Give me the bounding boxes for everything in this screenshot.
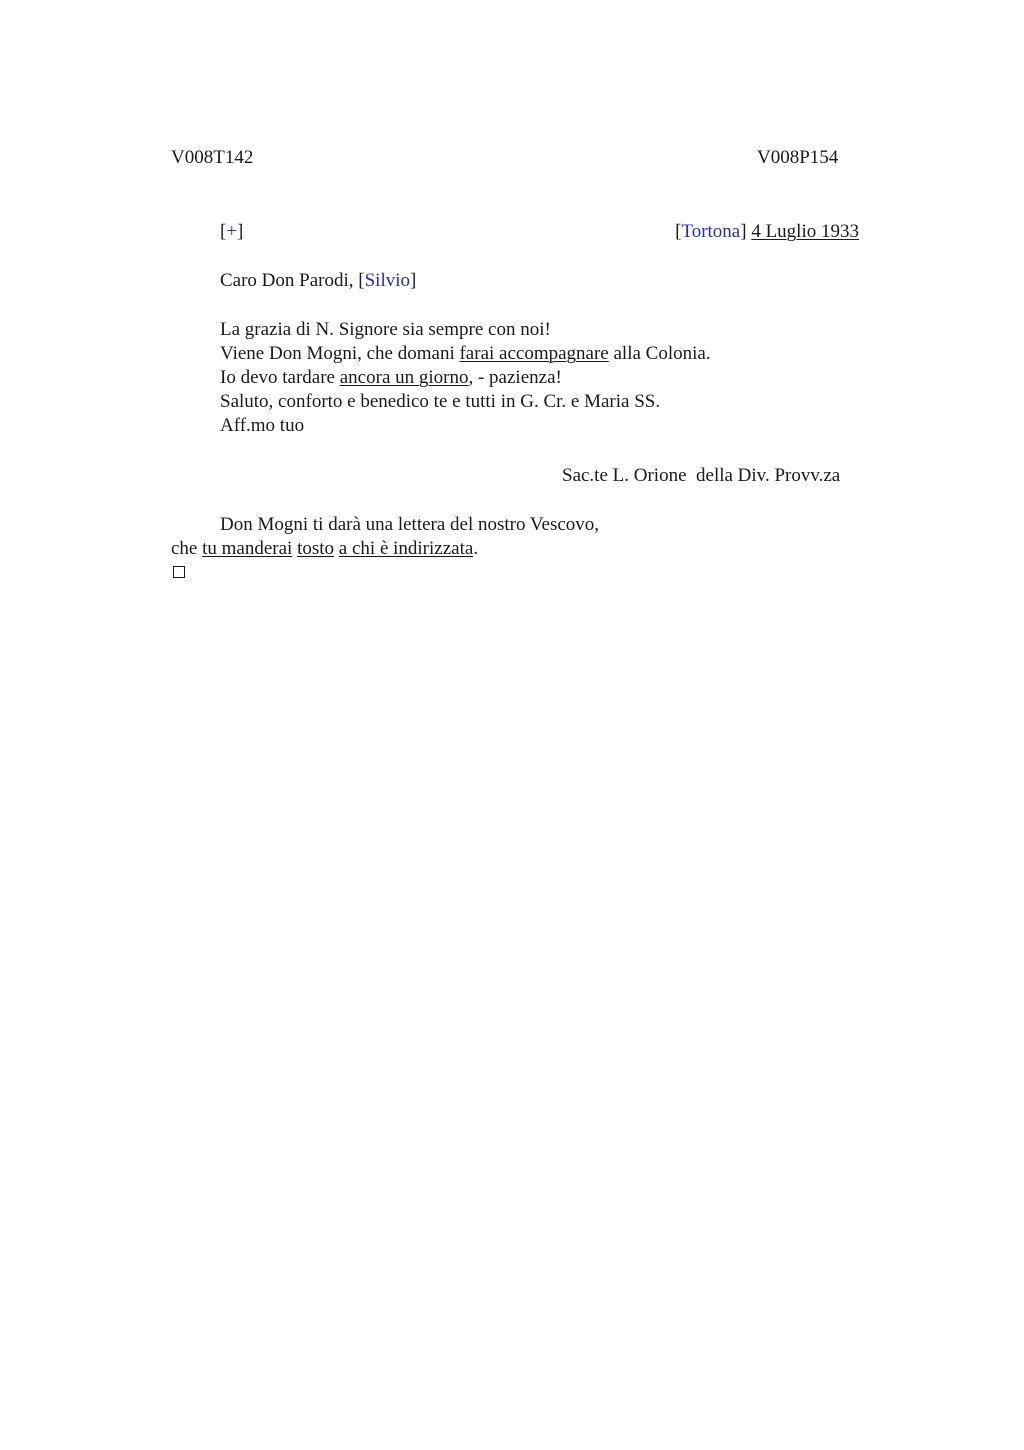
letter-body xyxy=(220,318,711,438)
body-text: , - pazienza! xyxy=(468,367,562,388)
underlined-text: a chi è indirizzata xyxy=(338,538,474,559)
body-line xyxy=(220,366,711,390)
page-header-right-code: V008P154 xyxy=(757,147,839,168)
body-line: La grazia di N. Signore sia sempre con noi! xyxy=(220,319,551,340)
body-line: Aff.mo tuo xyxy=(220,415,305,436)
salutation-name: Silvio xyxy=(364,270,410,291)
cross-marker xyxy=(220,220,243,244)
bracket-close: ] xyxy=(740,221,747,242)
salutation-text: Caro Don Parodi, [ xyxy=(220,270,365,291)
end-marker-checkbox xyxy=(173,566,185,578)
body-text: . xyxy=(473,538,479,559)
letter-date: 4 Luglio 1933 xyxy=(751,221,859,242)
letter-place: Tortona xyxy=(681,221,741,242)
postscript-line-2 xyxy=(171,537,478,561)
page-header-left-code: V008T142 xyxy=(171,147,254,168)
body-text: Viene Don Mogni, che domani xyxy=(220,343,460,364)
underlined-text: farai accompagnare xyxy=(459,343,609,364)
underlined-text: ancora un giorno xyxy=(339,367,469,388)
bracket-open: [ xyxy=(220,221,227,242)
body-text: Io devo tardare xyxy=(220,367,340,388)
body-line xyxy=(220,342,711,366)
body-text: che xyxy=(171,538,203,559)
postscript-line-1: Don Mogni ti darà una lettera del nostro Vescovo, xyxy=(220,514,600,535)
body-line: Saluto, conforto e benedico te e tutti in G. Cr. e Maria SS. xyxy=(220,391,661,412)
letter-salutation xyxy=(220,269,416,293)
bracket-close: ] xyxy=(237,221,244,242)
letter-signature: Sac.te L. Orione della Div. Provv.za xyxy=(562,465,841,486)
underlined-text: tosto xyxy=(297,538,335,559)
body-text: alla Colonia. xyxy=(608,343,711,364)
salutation-close: ] xyxy=(410,270,417,291)
cross-symbol: + xyxy=(226,221,238,242)
bracket-open: [ xyxy=(675,221,682,242)
letter-place-date xyxy=(675,220,859,244)
underlined-text: tu manderai xyxy=(202,538,293,559)
